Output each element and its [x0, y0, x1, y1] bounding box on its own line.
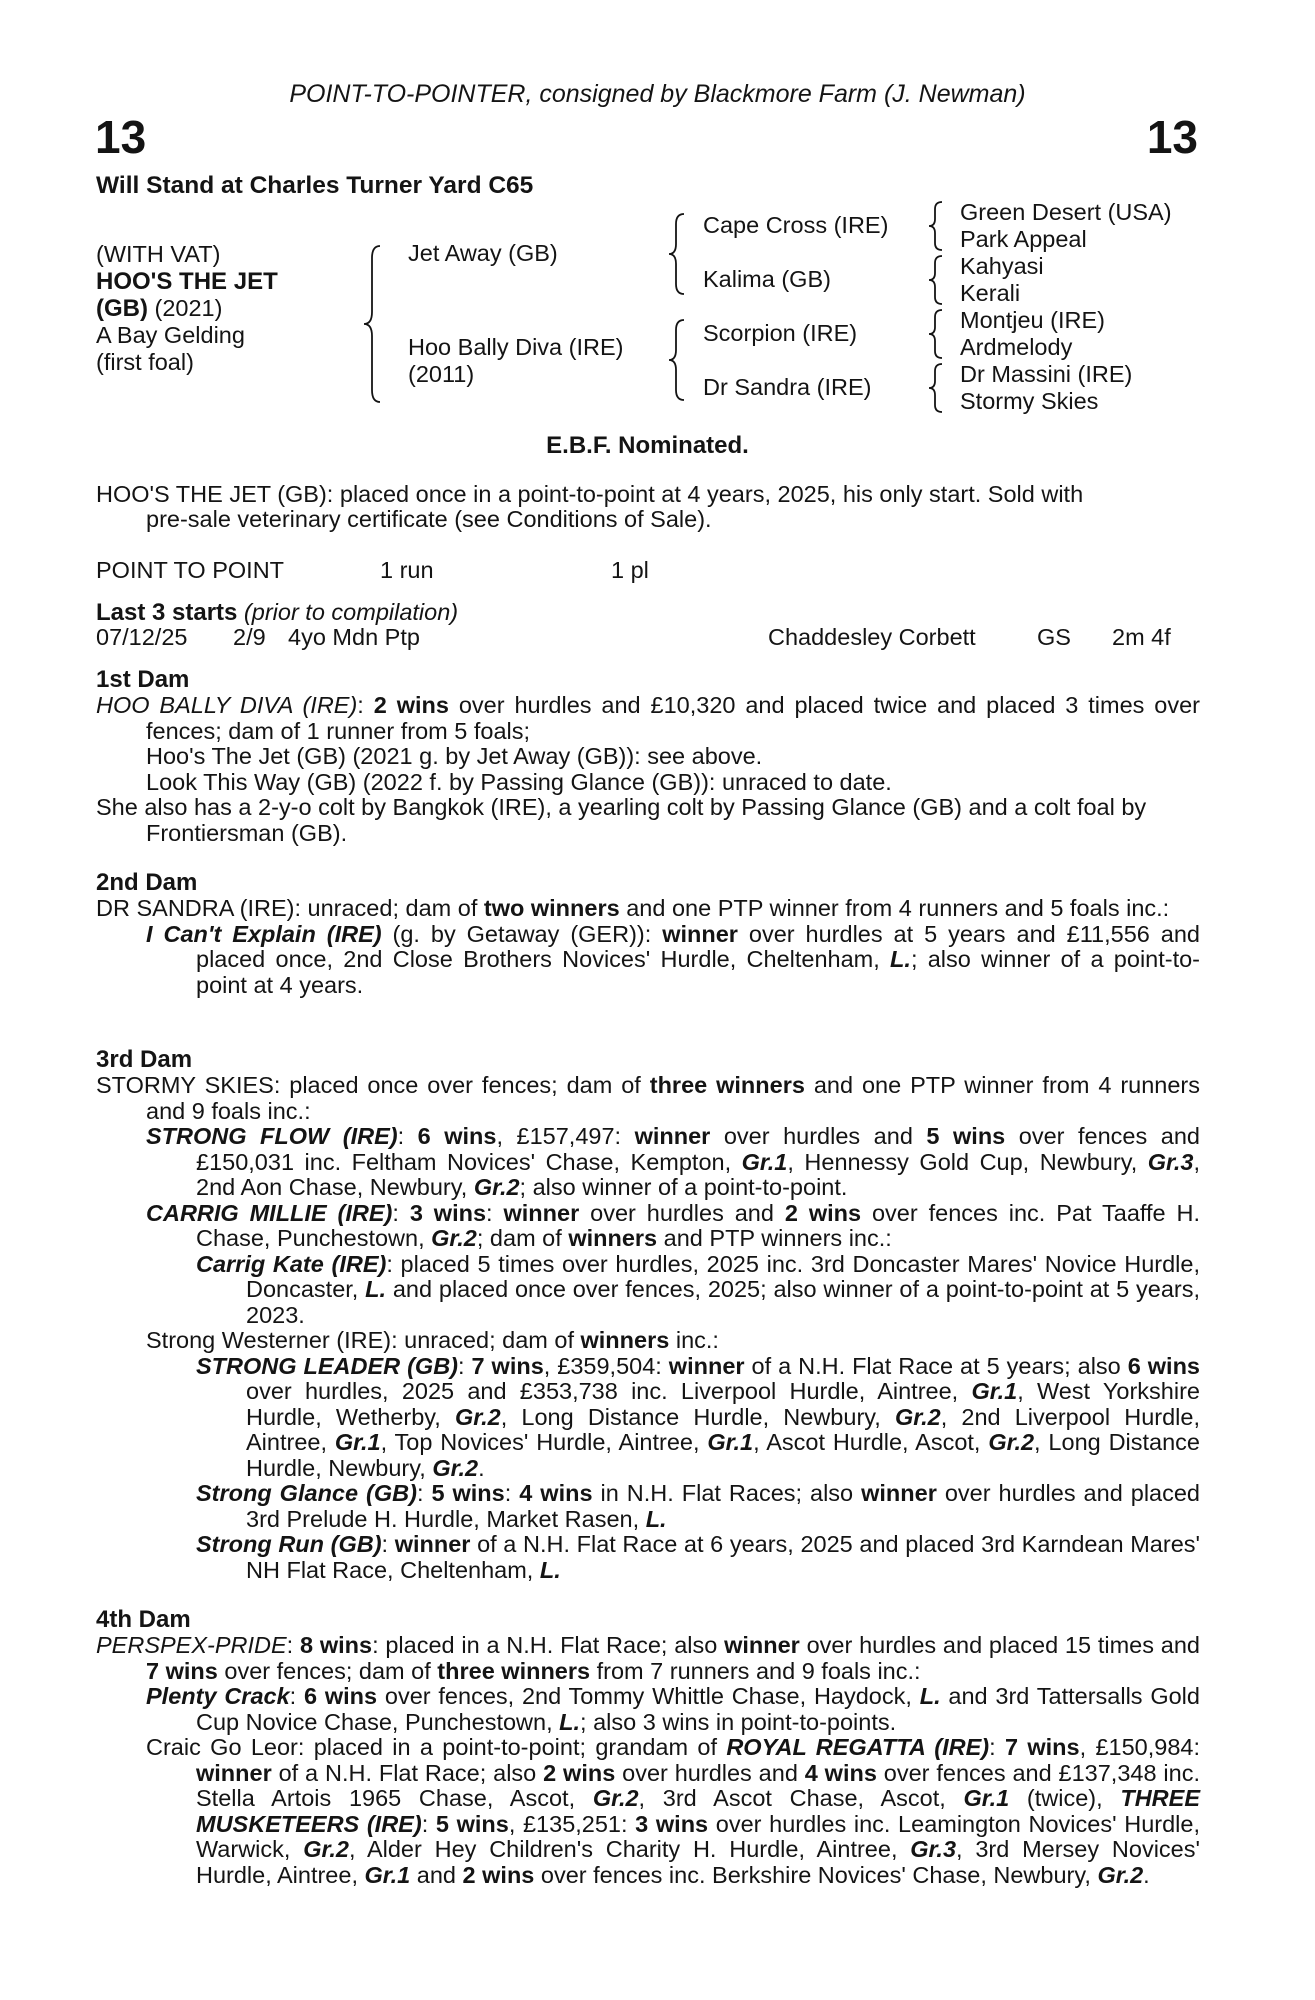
fourth-dam-heading: 4th Dam [96, 1606, 191, 1633]
pedigree-g3: Kahyasi [960, 253, 1044, 279]
second-dam-paragraph [96, 896, 1200, 922]
text-bold: winner [503, 1199, 580, 1226]
race-grade: Gr.2 [454, 1403, 501, 1430]
pedigree-g8: Stormy Skies [960, 388, 1099, 414]
last-starts-note: (prior to compilation) [237, 599, 459, 625]
text-bold: 2 wins [373, 692, 449, 718]
race-grade: Gr.1 [707, 1429, 754, 1455]
text: over fences and £150,031 inc. Feltham Novices' Chase, Kempton, [196, 1123, 1200, 1175]
text: over hurdles and [615, 1759, 805, 1786]
race-grade: Gr.2 [592, 1785, 639, 1811]
ptp-placed: 1 pl [611, 557, 649, 583]
text: ; also winner of a point-to-point. [519, 1174, 848, 1200]
first-dam-heading: 1st Dam [96, 666, 190, 693]
ptp-runs: 1 run [380, 557, 434, 583]
text: : [392, 1199, 410, 1226]
race-grade: L. [645, 1505, 667, 1532]
third-dam-section [96, 1047, 1200, 1583]
text-bold: 2 wins [784, 1199, 862, 1226]
pedigree-brace-g2 [926, 254, 950, 306]
second-dam-heading: 2nd Dam [96, 869, 198, 896]
start-row-course: Chaddesley Corbett [768, 624, 976, 650]
race-grade: Gr.2 [1097, 1861, 1144, 1888]
race-grade: Gr.1 [741, 1148, 788, 1175]
text: : [458, 1352, 472, 1379]
pedigree-dam-dam: Dr Sandra (IRE) [703, 374, 872, 400]
text: inc.: [669, 1327, 719, 1353]
text: over hurdles and £10,320 and placed twice and placed 3 times over fences; dam of 1 runner from 5 foals; [146, 692, 1200, 744]
pedigree-dam-sire: Scorpion (IRE) [703, 320, 858, 346]
text: DR SANDRA (IRE): unraced; dam of [96, 895, 484, 921]
text-bold: three winners [649, 1072, 805, 1098]
vat-note: (WITH VAT) [96, 241, 221, 267]
text: and PTP winners inc.: [657, 1225, 892, 1251]
text: : [286, 1632, 300, 1658]
progeny-name: CARRIG MILLIE (IRE) [146, 1199, 393, 1226]
text: Strong Westerner (IRE): unraced; dam of [146, 1327, 581, 1353]
pedigree-brace-g1 [926, 200, 950, 252]
text-bold: 4 wins [519, 1480, 593, 1506]
text: : [486, 1199, 504, 1226]
race-grade: Gr.3 [1147, 1148, 1194, 1175]
strong-run-entry [96, 1532, 1200, 1583]
catalogue-subtitle: POINT-TO-POINTER, consigned by Blackmore Farm (J. Newman) [289, 80, 1026, 108]
text: , £157,497: [496, 1123, 635, 1149]
text-bold: winner [394, 1531, 471, 1557]
text-bold: winner [662, 920, 738, 947]
text-bold: winner [668, 1352, 745, 1379]
strong-flow-entry [96, 1124, 1200, 1201]
last-starts-title: Last 3 starts [96, 599, 238, 626]
text: Craic Go Leor: placed in a point-to-point; grandam of [146, 1734, 727, 1760]
text: : placed 5 times over hurdles, 2025 inc. 3rd Doncaster Mares' Novice Hurdle, Doncaster, [246, 1250, 1200, 1302]
text: , £150,984: [1079, 1734, 1201, 1760]
race-grade: Gr.2 [988, 1429, 1035, 1455]
text: over fences and £137,348 inc. Stella Artois 1965 Chase, Ascot, [196, 1759, 1200, 1811]
race-grade: Gr.1 [971, 1378, 1018, 1404]
text: and one PTP winner from 4 runners and 9 foals inc.: [146, 1072, 1200, 1124]
first-dam-also: She also has a 2-y-o colt by Bangkok (IRE), a yearling colt by Passing Glance (GB) and a colt foal by Frontiersman (GB). [96, 794, 1147, 846]
text: (twice), [1009, 1785, 1121, 1811]
text: and placed once over fences, 2025; also winner of a point-to-point at 5 years, 2023. [246, 1276, 1200, 1328]
stand-location: Will Stand at Charles Turner Yard C65 [96, 172, 534, 199]
pedigree-sire: Jet Away (GB) [408, 240, 558, 266]
first-dam-foal-2: Look This Way (GB) (2022 f. by Passing Glance (GB)): unraced to date. [146, 768, 892, 795]
text: , 3rd Ascot Chase, Ascot, [638, 1785, 964, 1811]
race-grade: Gr.1 [334, 1429, 381, 1455]
text: : [381, 1531, 395, 1557]
fourth-dam-name: PERSPEX-PRIDE [96, 1632, 287, 1658]
race-grade: Gr.2 [431, 1225, 477, 1251]
pedigree-g5: Montjeu (IRE) [960, 307, 1105, 333]
race-grade: L. [365, 1276, 387, 1302]
start-row-going: GS [1037, 624, 1071, 650]
text: over fences, 2nd Tommy Whittle Chase, Haydock, [377, 1683, 920, 1709]
pedigree-brace-main [360, 244, 390, 404]
pedigree-g2: Park Appeal [960, 226, 1087, 252]
pedigree-brace-g4 [926, 362, 950, 414]
text: over fences inc. Berkshire Novices' Chase, Newbury, [534, 1861, 1098, 1888]
pedigree-brace-sire [666, 212, 694, 296]
text: , 2nd Liverpool Hurdle, Aintree, [246, 1403, 1201, 1455]
strong-leader-entry [96, 1354, 1200, 1482]
pedigree-dam-year: (2011) [408, 361, 475, 387]
text: : [504, 1480, 520, 1506]
second-dam-section [96, 870, 1200, 998]
race-grade: Gr.2 [894, 1403, 941, 1430]
text-bold: winner [861, 1480, 937, 1506]
text: STORMY SKIES: placed once over fences; dam of [96, 1072, 650, 1098]
text: and one PTP winner from 4 runners and 5 foals inc.: [619, 895, 1170, 921]
text-bold: 7 wins [471, 1352, 544, 1379]
race-grade: L. [890, 946, 911, 972]
text: of a N.H. Flat Race; also [271, 1759, 544, 1786]
text-bold: 8 wins [299, 1632, 373, 1658]
text-bold: 4 wins [804, 1759, 877, 1786]
text: : [421, 1810, 436, 1837]
text: : [397, 1123, 418, 1149]
text: over hurdles, 2025 and £353,738 inc. Liverpool Hurdle, Aintree, [246, 1378, 972, 1404]
text-bold: winner [196, 1759, 272, 1786]
pedigree-g1: Green Desert (USA) [960, 199, 1172, 225]
text: . [478, 1454, 485, 1481]
progeny-name: ROYAL REGATTA (IRE) [726, 1734, 990, 1760]
text-bold: two winners [483, 895, 620, 921]
text: and [410, 1861, 463, 1888]
race-grade: Gr.2 [473, 1174, 520, 1200]
pedigree-g7: Dr Massini (IRE) [960, 361, 1133, 387]
lot-number-right: 13 [1146, 111, 1198, 163]
first-dam-foal-1: Hoo's The Jet (GB) (2021 g. by Jet Away (GB)): see above. [146, 743, 763, 769]
horse-name: HOO'S THE JET [96, 268, 278, 295]
race-grade: Gr.1 [963, 1785, 1010, 1811]
progeny-name: Strong Glance (GB) [196, 1480, 417, 1506]
text: , Ascot Hurdle, Ascot, [753, 1429, 989, 1455]
text-bold: winner [634, 1123, 711, 1149]
race-grade: Gr.2 [303, 1836, 349, 1862]
text: , Top Novices' Hurdle, Aintree, [380, 1429, 708, 1455]
progeny-name: THREE MUSKETEERS (IRE) [196, 1785, 1200, 1837]
text: : [289, 1683, 304, 1709]
text: over hurdles and placed 3rd Prelude H. Hurdle, Market Rasen, [246, 1480, 1200, 1532]
text: : placed in a N.H. Flat Race; also [372, 1632, 725, 1658]
text-bold: 7 wins [1004, 1734, 1080, 1760]
lot-number-left: 13 [95, 111, 147, 163]
pedigree-sire-dam: Kalima (GB) [703, 266, 831, 292]
progeny-name: Carrig Kate (IRE) [196, 1250, 387, 1277]
text-bold: winners [580, 1327, 670, 1353]
pedigree-g4: Kerali [960, 280, 1021, 306]
race-grade: Gr.2 [432, 1454, 479, 1481]
progeny-name: STRONG LEADER (GB) [196, 1352, 458, 1379]
text: from 7 runners and 9 foals inc.: [590, 1657, 921, 1684]
start-row-date: 07/12/25 [96, 624, 188, 650]
pedigree-sire-sire: Cape Cross (IRE) [703, 212, 889, 238]
text-bold: 3 wins [409, 1199, 487, 1226]
text: , Long Distance Hurdle, Newbury, [246, 1429, 1200, 1481]
text: of a N.H. Flat Race at 6 years, 2025 and placed 3rd Karndean Mares' NH Flat Race, Cheltenham, [246, 1531, 1200, 1583]
progeny-name: Plenty Crack [146, 1683, 290, 1709]
text: , £135,251: [508, 1810, 636, 1837]
start-row-pos: 2/9 [233, 624, 266, 650]
start-row-race: 4yo Mdn Ptp [288, 624, 420, 650]
text: over hurdles and [710, 1123, 927, 1149]
ptp-label: POINT TO POINT [96, 557, 285, 583]
text: , Alder Hey Children's Charity H. Hurdle, Aintree, [348, 1836, 911, 1862]
text: ; dam of [476, 1225, 569, 1251]
horse-year: (2021) [147, 295, 223, 321]
text-bold: winners [568, 1225, 658, 1251]
ebf-nominated: E.B.F. Nominated. [546, 432, 749, 459]
fourth-dam-paragraph [96, 1633, 1200, 1684]
start-row-distance: 2m 4f [1112, 624, 1171, 650]
text-bold: 2 wins [462, 1861, 535, 1888]
pedigree-brace-g3 [926, 308, 950, 360]
third-dam-paragraph [96, 1073, 1200, 1124]
text-bold: 7 wins [146, 1657, 218, 1684]
progeny-name: Strong Run (GB) [196, 1531, 382, 1557]
pedigree-dam: Hoo Bally Diva (IRE) [408, 334, 624, 360]
text-bold: 6 wins [417, 1123, 497, 1149]
text-bold: 5 wins [431, 1480, 505, 1506]
text: , Hennessy Gold Cup, Newbury, [787, 1148, 1148, 1175]
text-bold: three winners [437, 1657, 591, 1684]
horse-note: (first foal) [96, 349, 194, 375]
horse-description: A Bay Gelding [96, 322, 245, 348]
strong-glance-entry [96, 1481, 1200, 1532]
horse-origin: (GB) [96, 295, 148, 322]
text: over hurdles and [579, 1199, 785, 1226]
text-bold: 6 wins [1127, 1352, 1200, 1379]
text: ; also winner of a point-to-point at 4 years. [196, 946, 1201, 998]
text: (g. by Getaway (GER)): [381, 920, 663, 947]
text: of a N.H. Flat Race at 5 years; also [744, 1352, 1128, 1379]
text: : [357, 692, 374, 718]
third-dam-heading: 3rd Dam [96, 1046, 193, 1073]
text: and 3rd Tattersalls Gold Cup Novice Chase, Punchestown, [196, 1683, 1200, 1735]
progeny-name: STRONG FLOW (IRE) [146, 1123, 398, 1149]
text: . [1143, 1861, 1150, 1888]
pedigree-brace-dam [666, 318, 694, 402]
progeny-name: I Can't Explain (IRE) [146, 920, 382, 947]
pedigree-g6: Ardmelody [960, 334, 1073, 360]
race-grade: L. [539, 1556, 561, 1583]
text: , Long Distance Hurdle, Newbury, [500, 1403, 895, 1430]
fourth-dam-section [96, 1607, 1200, 1888]
race-grade: Gr.1 [364, 1861, 411, 1888]
second-dam-progeny-1 [96, 922, 1200, 999]
first-dam-paragraph [96, 693, 1200, 744]
summary-line-2: pre-sale veterinary certificate (see Conditions of Sale). [146, 506, 712, 532]
craic-go-leor-entry [96, 1735, 1200, 1888]
last-starts-heading [96, 600, 458, 626]
text: : [416, 1480, 432, 1506]
text-bold: winner [724, 1632, 800, 1658]
text-bold: 5 wins [926, 1123, 1006, 1149]
summary-line-1: HOO'S THE JET (GB): placed once in a point-to-point at 4 years, 2025, his only start. Sold with [96, 481, 1084, 507]
text-bold: 3 wins [635, 1810, 709, 1837]
race-grade: L. [559, 1708, 581, 1735]
text: over hurdles at 5 years and £11,556 and placed once, 2nd Close Brothers Novices' Hurdle, Cheltenham, [196, 920, 1201, 972]
text: over fences; dam of [217, 1657, 438, 1684]
text-bold: 2 wins [543, 1759, 616, 1786]
text: in N.H. Flat Races; also [592, 1480, 862, 1506]
carrig-millie-entry [96, 1201, 1200, 1252]
plenty-crack-entry [96, 1684, 1200, 1735]
text: over hurdles inc. Leamington Novices' Hurdle, Warwick, [196, 1810, 1200, 1862]
race-grade: L. [919, 1683, 941, 1709]
text: , West Yorkshire Hurdle, Wetherby, [246, 1378, 1200, 1430]
strong-westerner-entry [96, 1328, 1200, 1354]
text: ; also 3 wins in point-to-points. [580, 1708, 897, 1735]
horse-origin-year [96, 295, 222, 322]
race-grade: Gr.3 [910, 1836, 957, 1862]
text: , 3rd Mersey Novices' Hurdle, Aintree, [196, 1836, 1200, 1888]
text: over hurdles and placed 15 times and [799, 1632, 1200, 1658]
first-dam-name: HOO BALLY DIVA (IRE) [96, 692, 358, 718]
first-dam-section [96, 667, 1200, 846]
text: , £359,504: [543, 1352, 669, 1379]
text: , 2nd Aon Chase, Newbury, [196, 1148, 1200, 1200]
text: over fences inc. Pat Taaffe H. Chase, Punchestown, [196, 1199, 1201, 1251]
text-bold: 5 wins [435, 1810, 509, 1837]
text-bold: 6 wins [303, 1683, 378, 1709]
carrig-kate-entry [96, 1252, 1200, 1329]
text: : [989, 1734, 1005, 1760]
